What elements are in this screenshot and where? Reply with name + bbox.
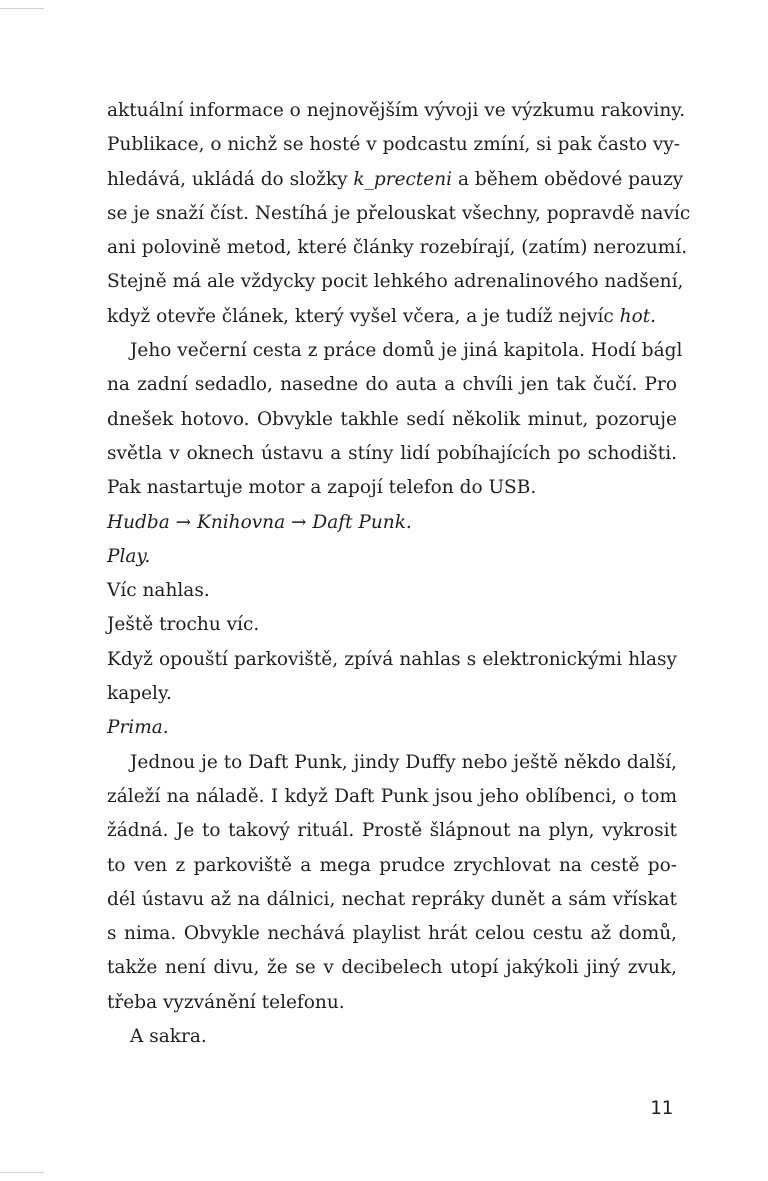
paragraph (107, 334, 683, 505)
text-line: kapely. (107, 683, 172, 705)
text-line: ani polovině metod, které články rozebírají, (zatím) nerozumí. (107, 237, 688, 259)
text-line: žádná. Je to takový rituál. Prostě šlápnout na plyn, vykrosit (107, 820, 677, 842)
text-line: záleží na náladě. I když Daft Punk jsou jeho oblíbenci, o tom (107, 785, 677, 807)
paragraph (107, 608, 677, 642)
paragraph (107, 643, 677, 712)
text-line: hledává, ukládá do složky k_precteni a během obědové pauzy (107, 168, 684, 190)
text-line: s nima. Obvykle nechává playlist hrát celou cestu až domů, (107, 923, 677, 945)
paragraph (107, 540, 677, 574)
paragraph (107, 711, 677, 745)
text-line: třeba vyzvánění telefonu. (107, 991, 345, 1013)
body-text (107, 94, 691, 1054)
text-line: aktuální informace o nejnovějším vývoji ve výzkumu rakoviny. (107, 100, 686, 121)
text-line: Ještě trochu víc. (107, 614, 260, 636)
text-line: Prima. (107, 717, 169, 739)
text-line: Play. (107, 545, 151, 567)
paragraph (107, 1020, 677, 1054)
text-line: Jednou je to Daft Punk, jindy Duffy nebo ještě někdo další, (130, 751, 677, 773)
text-line: Publikace, o nichž se hosté v podcastu zmíní, si pak často vy- (107, 134, 681, 156)
text-line: Když opouští parkoviště, zpívá nahlas s elektronickými hlasy (107, 648, 677, 670)
text-line: na zadní sedadlo, nasedne do auta a chvíli jen tak čučí. Pro (107, 374, 677, 396)
paragraph (107, 746, 677, 1020)
crop-mark-bottom (0, 1172, 44, 1173)
text-line: dnešek hotovo. Obvykle takhle sedí několik minut, pozoruje (107, 408, 677, 430)
text-line: dél ústavu až na dálnici, nechat repráky dunět a sám vřískat (107, 888, 677, 910)
text-line: Pak nastartuje motor a zapojí telefon do USB. (107, 477, 537, 499)
text-line: Jeho večerní cesta z práce domů je jiná kapitola. Hodí bágl (130, 340, 683, 362)
paragraph (107, 506, 677, 540)
text-line: se je snaží číst. Nestíhá je přelouskat všechny, popravdě navíc (107, 202, 691, 224)
folder-name: k_precteni (353, 168, 453, 190)
text-line: takže není divu, že se v decibelech utopí jakýkoli jiný zvuk, (107, 957, 677, 979)
text-line: Stejně má ale vždycky pocit lehkého adrenalinového nadšení, (107, 271, 684, 293)
crop-mark-top (0, 8, 44, 9)
text-line: světla v oknech ústavu a stíny lidí pobíhajících po schodišti. (107, 442, 677, 464)
page-number: 11 (650, 1097, 673, 1119)
text-line: když otevře článek, který vyšel včera, a je tudíž nejvíc hot. (107, 305, 657, 327)
text-line: Hudba → Knihovna → Daft Punk. (107, 511, 412, 533)
emphasis: hot (619, 305, 651, 327)
text-line: A sakra. (130, 1026, 207, 1048)
text-line: Víc nahlas. (107, 580, 210, 602)
text-line: to ven z parkoviště a mega prudce zrychlovat na cestě po- (107, 854, 677, 876)
paragraph (107, 574, 677, 608)
paragraph (107, 94, 691, 334)
